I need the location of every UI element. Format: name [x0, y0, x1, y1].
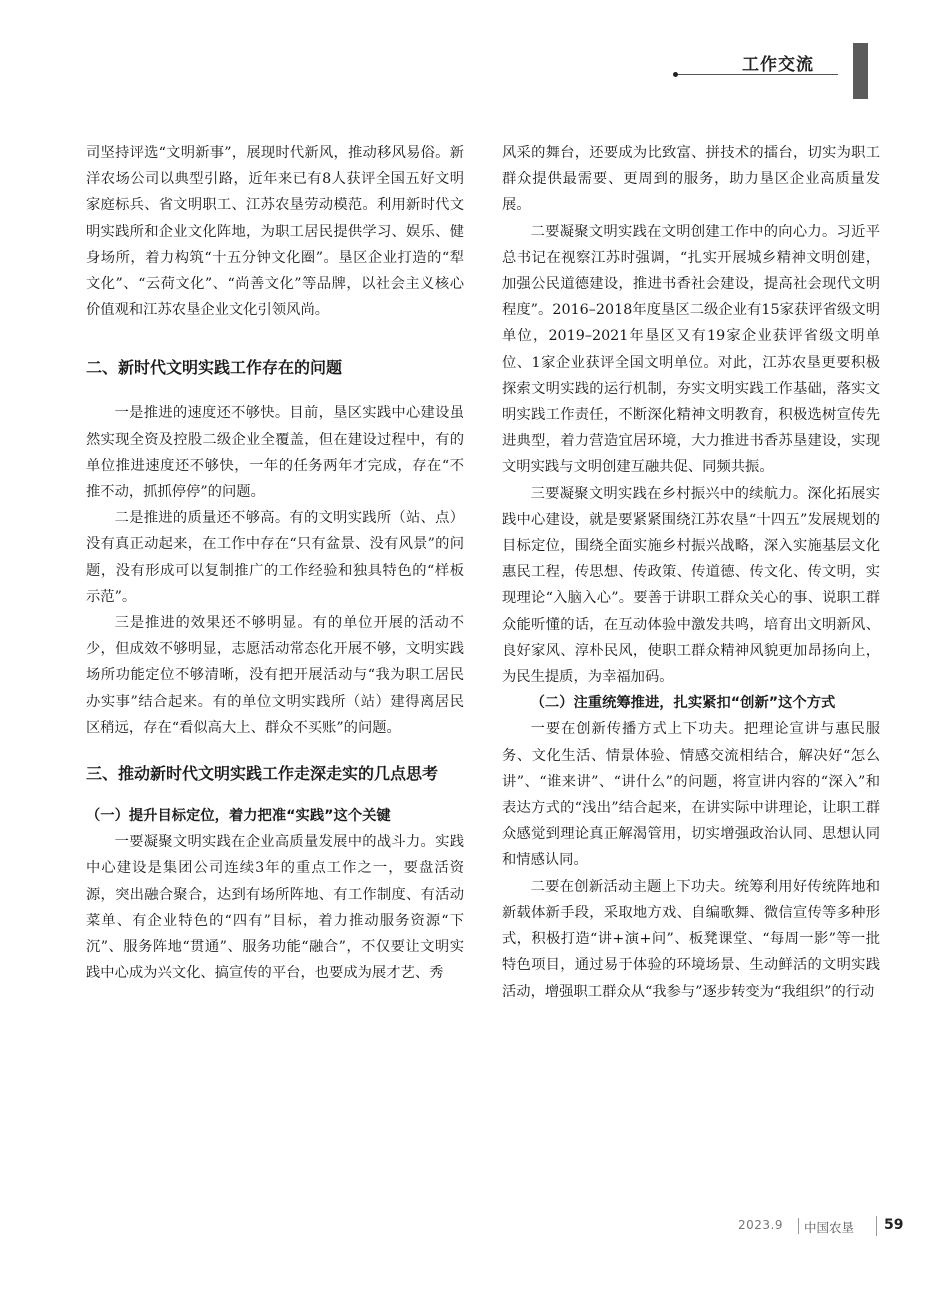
- footer-divider: [798, 1218, 799, 1234]
- left-column: [86, 140, 464, 986]
- paragraph: 一要在创新传播方式上下功夫。把理论宣讲与惠民服务、文化生活、情景体验、情感交流相结合，解决好“怎么讲”、“谁来讲”、“讲什么”的问题，将宣讲内容的“深入”和表达方式的“浅出”结合起来，在讲实际中讲理论，让职工群众感觉到理论真正解渴管用，切实增强政治认同、思想认同和情感认同。: [502, 721, 880, 869]
- paragraph: 司坚持评选“文明新事”，展现时代新风，推动移风易俗。新洋农场公司以典型引路，近年来已有8人获评全国五好文明家庭标兵、省文明职工、江苏农垦劳动模范。利用新时代文明实践所和企业文化阵地，为职工居民提供学习、娱乐、健身场所，着力构筑“十五分钟文化圈”。垦区企业打造的“犁文化”、“云荷文化”、“尚善文化”等品牌，以社会主义核心价值观和江苏农垦企业文化引领风尚。: [86, 145, 464, 319]
- page-number: 59: [884, 1217, 904, 1233]
- paragraph: 一要凝聚文明实践在企业高质量发展中的战斗力。实践中心建设是集团公司连续3年的重点工作之一，要盘活资源，突出融合聚合，达到有场所阵地、有工作制度、有活动菜单、有企业特色的“四有”目标，着力推动服务资源“下沉”、服务阵地“贯通”、服务功能“融合”，不仅要让文明实践中心成为兴文化、搞宣传的平台，也要成为展才艺、秀: [86, 834, 464, 982]
- paragraph: 二要凝聚文明实践在文明创建工作中的向心力。习近平总书记在视察江苏时强调，“扎实开展城乡精神文明创建，加强公民道德建设，推进书香社会建设，提高社会现代文明程度”。2016–2018年度垦区二级企业有15家获评省级文明单位，2019–2021年垦区又有19家企业获评省级文明单位、1家企业获评全国文明单位。对此，江苏农垦更要积极探索文明实践的运行机制，夯实文明实践工作基础，落实文明实践工作责任，不断深化精神文明教育，积极选树宣传先进典型，着力营造宜居环境，大力推进书香苏垦建设，实现文明实践与文明创建互融共促、同频共振。: [502, 223, 880, 476]
- subsection-heading-2: （二）注重统筹推进，扎实紧扣“创新”这个方式: [530, 695, 836, 712]
- section-heading-3: 三、推动新时代文明实践工作走深走实的几点思考: [86, 764, 439, 784]
- header-side-bar: [853, 43, 868, 99]
- paragraph: 二要在创新活动主题上下功夫。统筹利用好传统阵地和新载体新手段，采取地方戏、自编歌舞、微信宣传等多种形式，积极打造“讲+演+问”、板凳课堂、“每周一影”等一批特色项目，通过易于体验的环境场景、生动鲜活的文明实践活动，增强职工群众从“我参与”逐步转变为“我组织”的行动: [502, 878, 880, 1000]
- paragraph: 二是推进的质量还不够高。有的文明实践所（站、点）没有真正动起来，在工作中存在“只有盆景、没有风景”的问题，没有形成可以复制推广的工作经验和独具特色的“样板示范”。: [86, 510, 464, 605]
- paragraph: 风采的舞台，还要成为比致富、拼技术的擂台，切实为职工群众提供最需要、更周到的服务，助力垦区企业高质量发展。: [502, 145, 880, 214]
- paragraph: 三要凝聚文明实践在乡村振兴中的续航力。深化拓展实践中心建设，就是要紧紧围绕江苏农垦“十四五”发展规划的目标定位，围绕全面实施乡村振兴战略，深入实施基层文化惠民工程，传思想、传政策、传道德、传文化、传文明，实现理论“入脑入心”。要善于讲职工群众关心的事、说职工群众能听懂的话，在互动体验中激发共鸣，培育出文明新风、良好家风、淳朴民风，使职工群众精神风貌更加昂扬向上，为民生提质，为幸福加码。: [502, 485, 880, 686]
- header-dot: [673, 72, 678, 77]
- paragraph: 三是推进的效果还不够明显。有的单位开展的活动不少，但成效不够明显，志愿活动常态化开展不够，文明实践场所功能定位不够清晰，没有把开展活动与“我为职工居民办实事”结合起来。有的单位文明实践所（站）建得离居民区稍远，存在“看似高大上、群众不买账”的问题。: [86, 615, 464, 736]
- section-title: 工作交流: [742, 55, 814, 75]
- issue-date: 2023.9: [738, 1218, 783, 1232]
- section-heading-2: 二、新时代文明实践工作存在的问题: [86, 358, 343, 378]
- magazine-name: 中国农垦: [804, 1220, 855, 1235]
- subsection-heading-1: （一）提升目标定位，着力把准“实践”这个关键: [86, 808, 391, 825]
- paragraph: 一是推进的速度还不够快。目前，垦区实践中心建设虽然实现全资及控股二级企业全覆盖，但在建设过程中，有的单位推进速度还不够快，一年的任务两年才完成，存在“不推不动，抓抓停停”的问题。: [86, 405, 464, 501]
- footer-divider: [876, 1216, 877, 1236]
- right-column: [502, 140, 880, 1005]
